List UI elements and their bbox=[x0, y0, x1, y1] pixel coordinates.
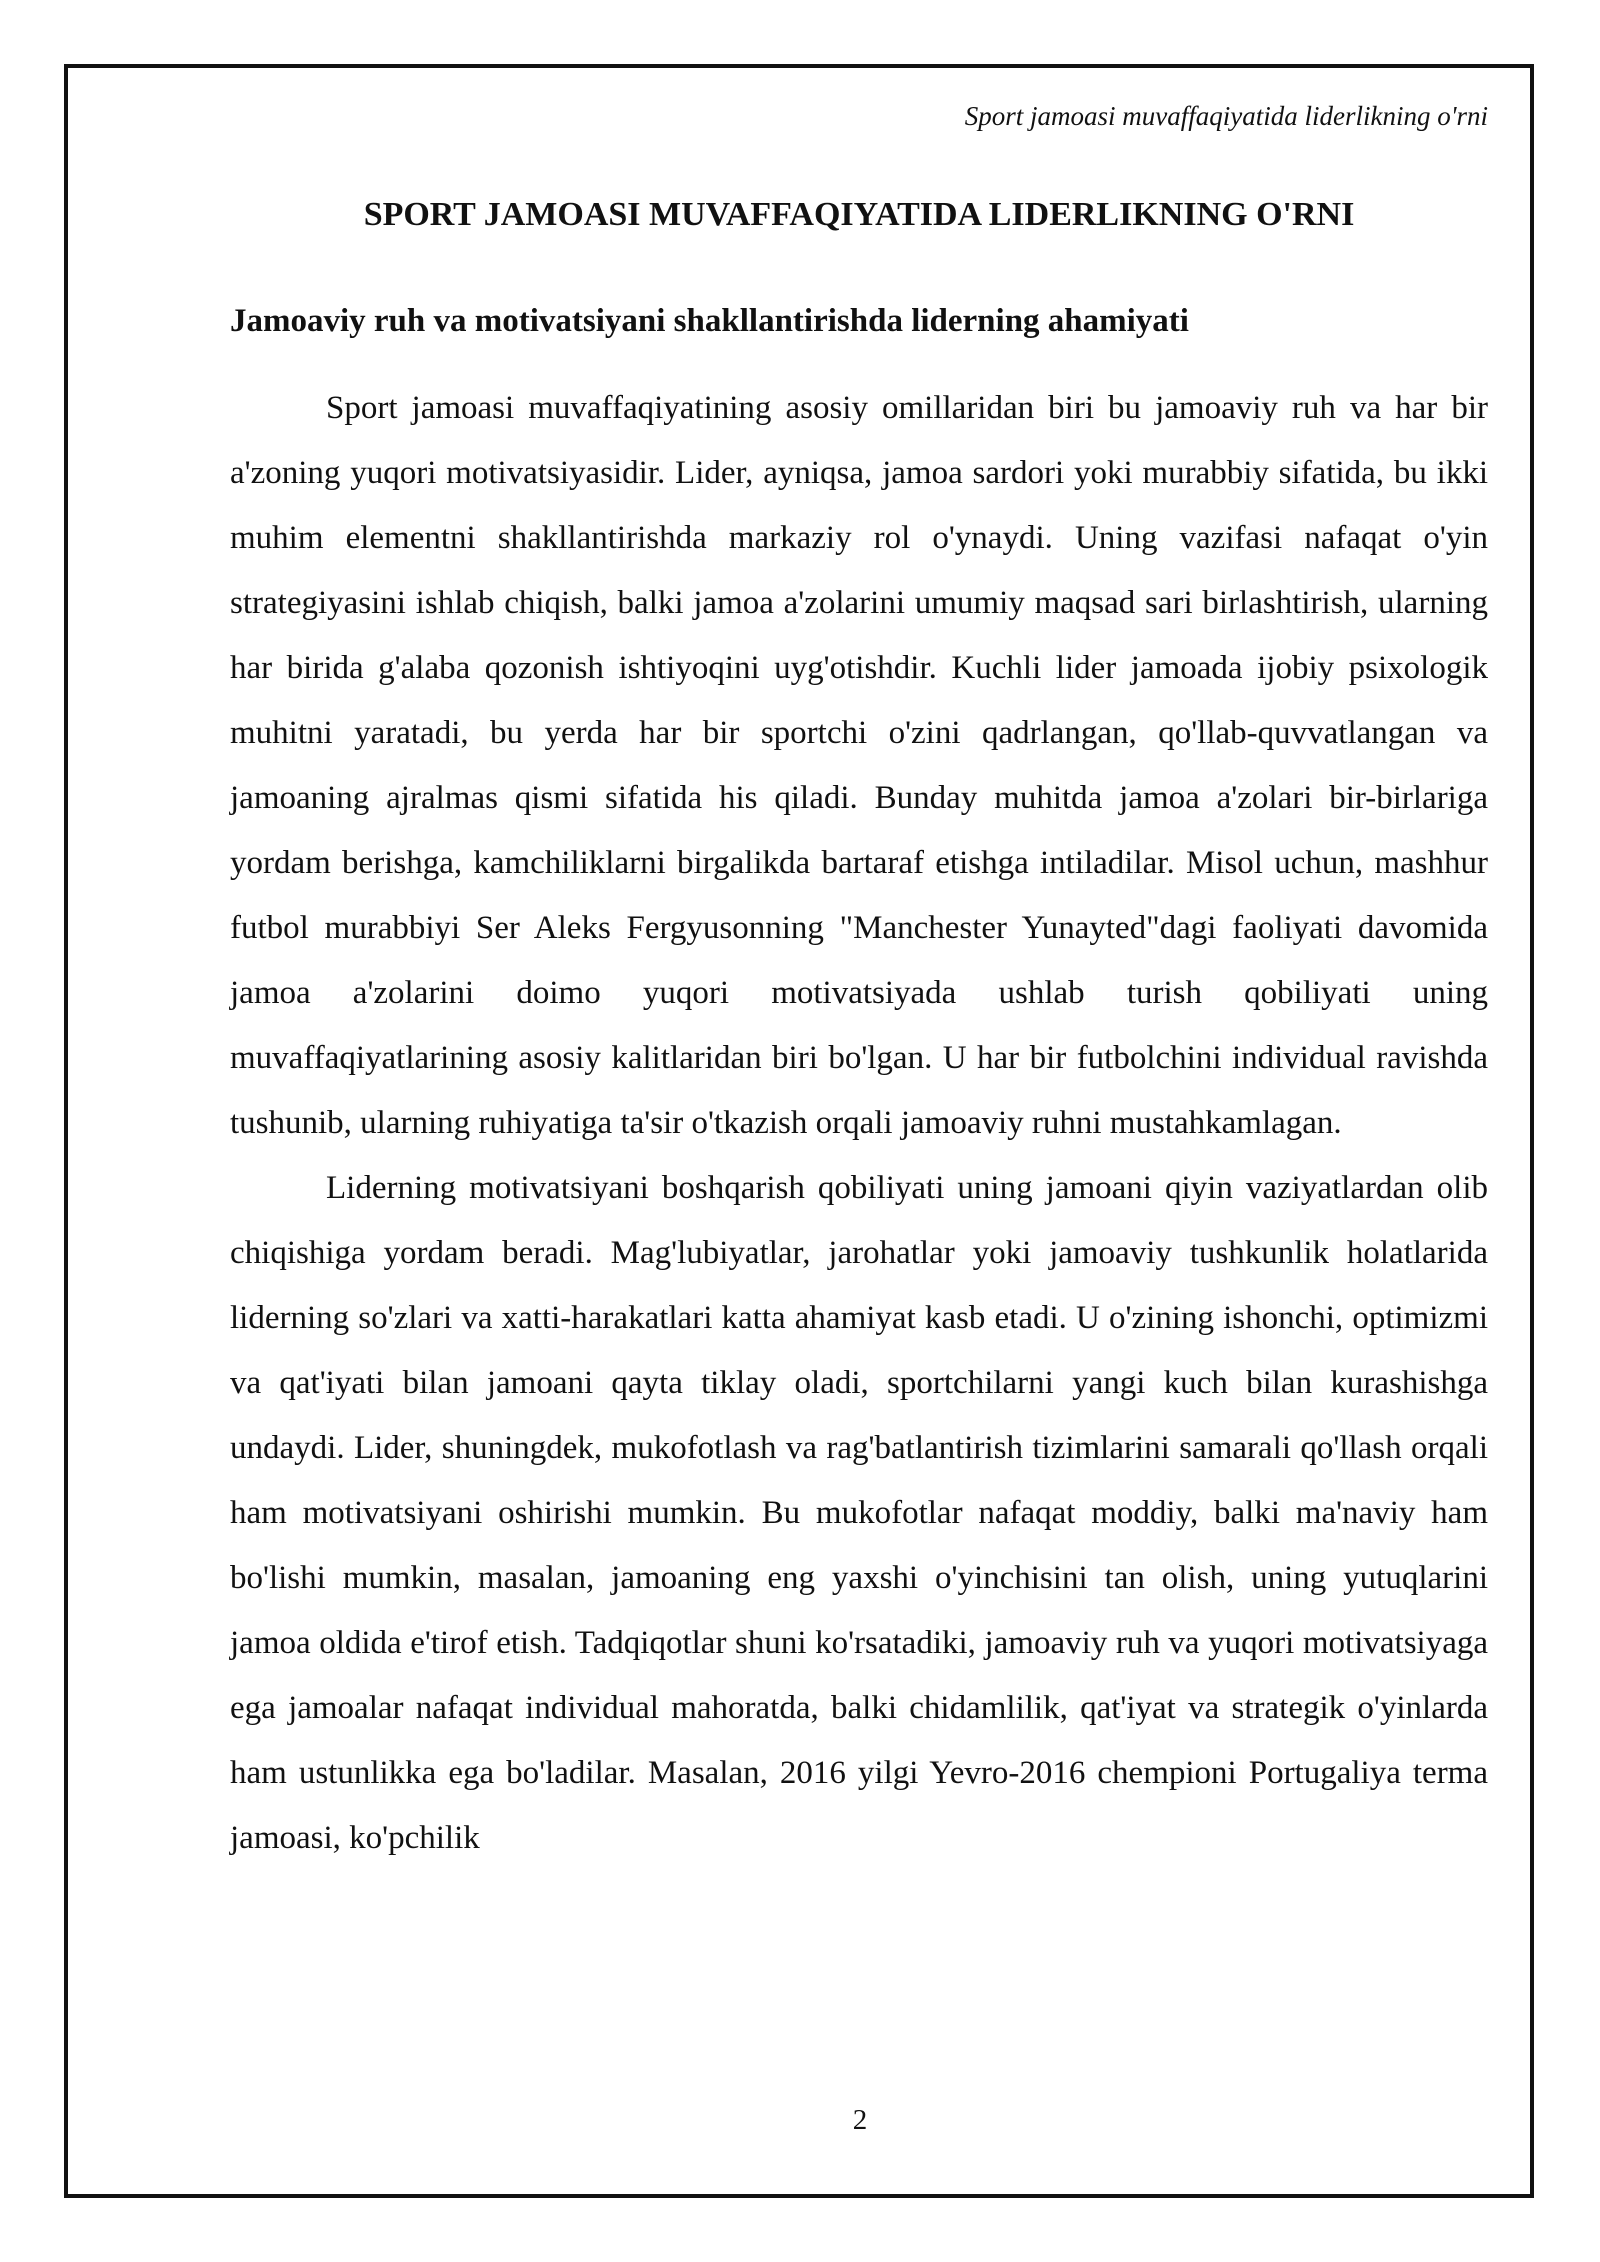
section-heading: Jamoaviy ruh va motivatsiyani shakllantirishda liderning ahamiyati bbox=[230, 303, 1189, 339]
page-number: 2 bbox=[852, 2104, 868, 2136]
paragraph-1: Sport jamoasi muvaffaqiyatining asosiy omillaridan biri bu jamoaviy ruh va har bir a'zoning yuqori motivatsiyasidir. Lider, ayniqsa, jamoa sardori yoki murabbiy sifatida, bu ikki muhim elementni shakllantirishda markaziy rol o'ynaydi. Uning vazifasi nafaqat o'yin strategiyasini ishlab chiqish, balki jamoa a'zolarini umumiy maqsad sari birlashtirish, ularning har birida g'alaba qozonish ishtiyoqini uyg'otishdir. Kuchli lider jamoada ijobiy psixologik muhitni yaratadi, bu yerda har bir sportchi o'zini qadrlangan, qo'llab-quvvatlangan va jamoaning ajralmas qismi sifatida his qiladi. Bunday muhitda jamoa a'zolari bir-birlariga yordam berishga, kamchiliklarni birgalikda bartaraf etishga intiladilar. Misol uchun, mashhur futbol murabbiyi Ser Aleks Fergyusonning "Manchester Yunayted"dagi faoliyati davomida jamoa a'zolarini doimo yuqori motivatsiyada ushlab turish qobiliyati uning muvaffaqiyatlarining asosiy kalitlaridan biri bo'lgan. U har bir futbolchini individual ravishda tushunib, ularning ruhiyatiga ta'sir o'tkazish orqali jamoaviy ruhni mustahkamlagan. bbox=[230, 390, 1488, 1141]
body-text bbox=[230, 376, 1488, 1871]
running-header: Sport jamoasi muvaffaqiyatida liderlikning o'rni bbox=[964, 101, 1488, 131]
document-title: SPORT JAMOASI MUVAFFAQIYATIDA LIDERLIKNING O'RNI bbox=[363, 196, 1355, 233]
paragraph-2: Liderning motivatsiyani boshqarish qobiliyati uning jamoani qiyin vaziyatlardan olib chiqishiga yordam beradi. Mag'lubiyatlar, jarohatlar yoki jamoaviy tushkunlik holatlarida liderning so'zlari va xatti-harakatlari katta ahamiyat kasb etadi. U o'zining ishonchi, optimizmi va qat'iyati bilan jamoani qayta tiklay oladi, sportchilarni yangi kuch bilan kurashishga undaydi. Lider, shuningdek, mukofotlash va rag'batlantirish tizimlarini samarali qo'llash orqali ham motivatsiyani oshirishi mumkin. Bu mukofotlar nafaqat moddiy, balki ma'naviy ham bo'lishi mumkin, masalan, jamoaning eng yaxshi o'yinchisini tan olish, uning yutuqlarini jamoa oldida e'tirof etish. Tadqiqotlar shuni ko'rsatadiki, jamoaviy ruh va yuqori motivatsiyaga ega jamoalar nafaqat individual mahoratda, balki chidamlilik, qat'iyat va strategik o'yinlarda ham ustunlikka ega bo'ladilar. Masalan, 2016 yilgi Yevro-2016 chempioni Portugaliya terma jamoasi, ko'pchilik bbox=[230, 1170, 1488, 1856]
